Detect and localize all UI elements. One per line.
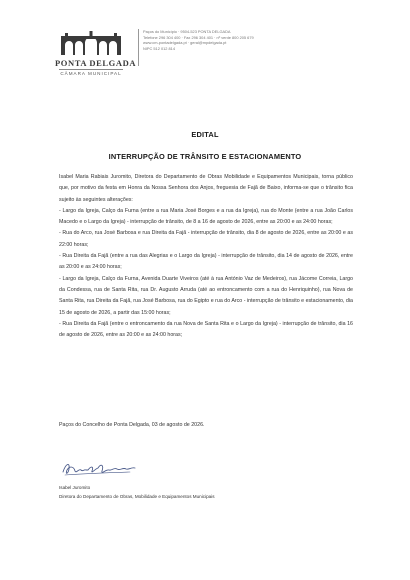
list-item: - Largo da Igreja, Calço da Furna (entre a rua Maria José Borges e a rua da Igreja), rua do Monte (entre a rua João Carlos Macedo e o Largo da Igreja) - interrupção de trânsito, de 8 a 16 de agosto de 2026, entre as 20:00 e as 24:00 horas; [59,207,353,226]
contact-line: www.cm-pontadelgada.pt · geral@mpdelgada.pt [143,40,227,46]
document-heading: EDITAL [191,130,219,139]
handwritten-signature [60,457,138,479]
ponta-delgada-logo [55,30,137,76]
signatory-role: Diretora do Departamento de Obras, Mobilidade e Equipamentos Municipais [59,494,215,499]
city-arches-icon [55,30,127,56]
contact-line: Telefone 296 304 400 · Fax 296 304 401 · nº verde 800 205 679 [143,34,254,40]
closing-line: Paços do Concelho de Ponta Delgada, 03 de agosto de 2026. [59,422,205,428]
list-item: - Rua Direita da Fajã (entre a rua das Alegrias e o Largo da Igreja) - interrupção de trânsito, dia 14 de agosto de 2026, entre as 20:00 e as 24:00 horas; [59,253,353,271]
list-item: - Rua do Arco, rua José Barbosa e rua Direita da Fajã - interrupção de trânsito, dia 8 de agosto de 2026, entre as 20:00 e as 22:00 horas; [59,230,353,248]
signatory-name: Isabel Juromito [59,485,91,490]
document-subject: INTERRUPÇÃO DE TRÂNSITO E ESTACIONAMENTO [108,152,302,161]
list-item: - Rua Direita da Fajã (entre o entroncamento da rua Nova de Santa Rita e o Largo da Igreja) - interrupção de trânsito, dia 16 de agosto de 2026, entre as 20:00 e as 24:00 horas; [59,320,353,339]
document-body [59,172,353,341]
logo-subtitle: CÂMARA MUNICIPAL [60,71,122,76]
header-divider [138,29,139,66]
contact-line: Paços do Município · 9504-523 PONTA DELGADA [143,29,231,34]
contact-line: NIPC 512 012 814 [143,45,176,51]
logo-name: PONTA DELGADA [55,58,137,68]
list-item: - Largo da Igreja, Calço da Furna, Avenida Duarte Viveiros (até à rua António Vaz de Medeiros), rua Jácome Correia, Largo da Condessa, rua de Santa Rita, rua Dr. Augusto Arruda (até ao entroncamento com a rua do Henriquinho), rua Nova de Santa Rita, rua Direita da Fajã, rua José Barbosa, rua do Egipto e rua do Arco - interrupção de trânsito e estacionamento, dia 15 de agosto de 2026, a partir das 15:00 horas; [59,275,353,316]
contact-block [143,29,254,51]
intro-paragraph: Isabel Maria Rabiais Juromito, Diretora do Departamento de Obras Mobilidade e Equipamentos Municipais, torna público que, por motivo da festa em Honra da Nossa Senhora dos Anjos, freguesia de Fajã de Baixo, informa-se que o trânsito fica sujeito às seguintes alterações: [59,174,353,203]
